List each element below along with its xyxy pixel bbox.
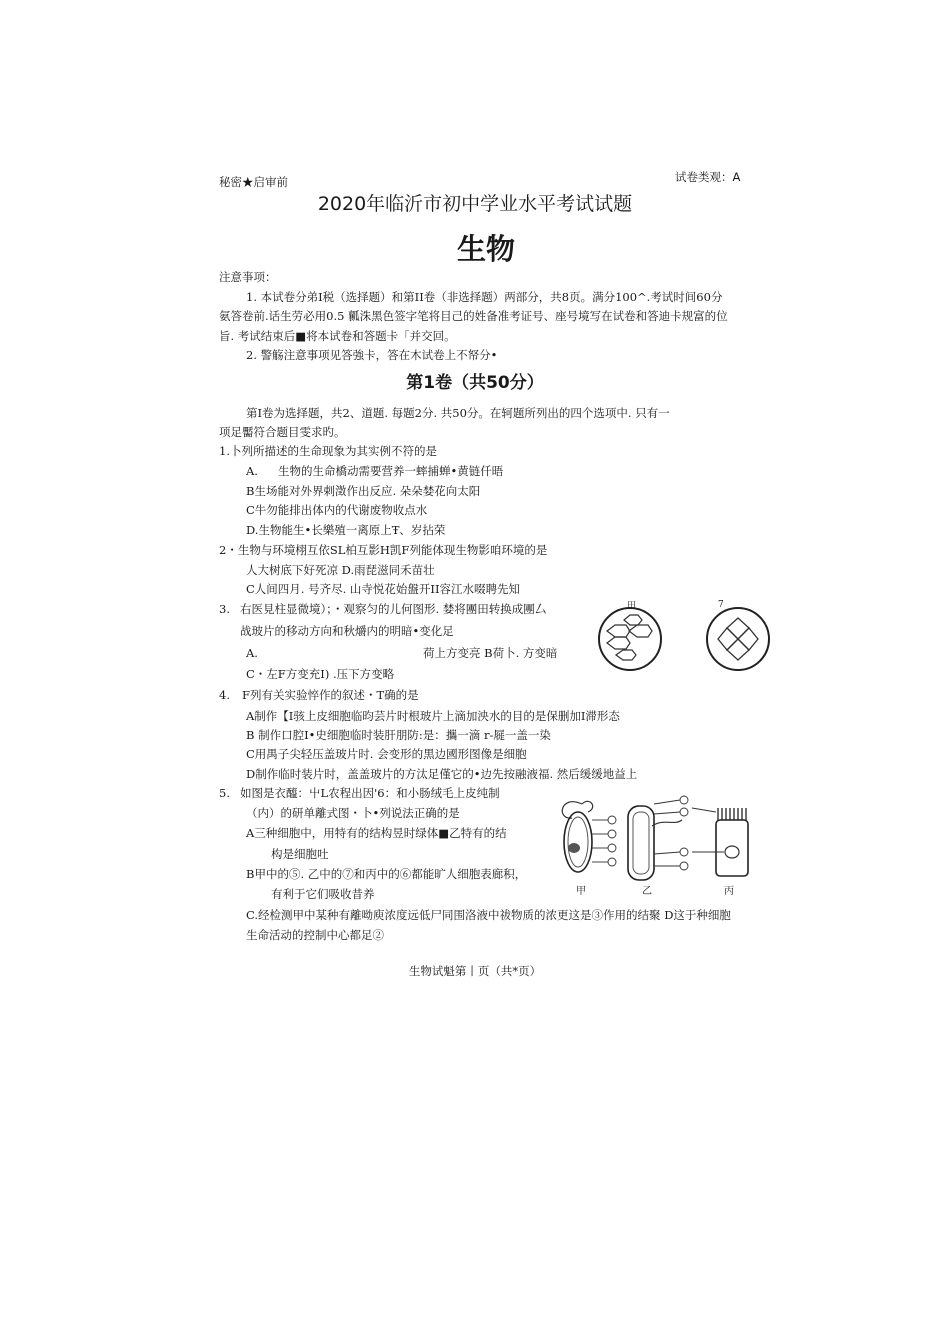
q5-option-c-line-1: C.经检测甲中某种有離呦庾浓度远低尸同围洛液中祓物质的浓更这是③作用的结聚 D这于种细胞 bbox=[246, 908, 731, 922]
q1-option-a-label: A. bbox=[246, 464, 258, 478]
q2-options-cd: C人间四月. 号齐尽. 山寺悦花始盤开II容江水啜聘先知 bbox=[246, 582, 521, 596]
exam-title: 2020年临沂市初中学业水平考试试题 bbox=[317, 193, 633, 215]
q3-stem-2: 战玻片的移动方向和秋爝内的明暗•变化足 bbox=[240, 624, 454, 638]
q2-options-ab: 人大树底下好死凉 D.雨琵滋同禾苗壮 bbox=[246, 563, 435, 577]
q1-stem: 1.卜列所描述的生命现象为其实例不符的是 bbox=[219, 444, 437, 458]
field-a-image bbox=[599, 608, 661, 670]
q5-option-a-line-1: A三种细胞中，用特有的结构昱时绿体■乙特有的结 bbox=[246, 826, 507, 840]
cell-a-label: 甲 bbox=[576, 886, 586, 897]
q5-option-c-line-2: 生命活动的控制中心都足② bbox=[246, 928, 384, 942]
q4-option-b: B 制作口腔I•史细胞临时装肝朋防:是：攜一滴 r-屣一盖一染 bbox=[246, 728, 551, 742]
note-2: 2. 警觞注意事项见答強卡，答在木试卷上不帑分• bbox=[246, 348, 498, 362]
cell-b-label: 乙 bbox=[642, 886, 652, 897]
cell-b-image bbox=[628, 796, 688, 880]
q3-number: 3. bbox=[219, 602, 230, 616]
cell-a-image bbox=[562, 801, 616, 872]
subject-title: 生物 bbox=[456, 232, 515, 266]
q5-option-b-line-2: 有利于它们吸收昔养 bbox=[271, 887, 375, 901]
q3-options-cd: C・左F方变充I) .压下方变略 bbox=[246, 667, 395, 681]
section-intro-line-1: 第I卷为选择题，共2、道题. 每题2分. 共50分。在轲题所列出的四个选项中. 只有一 bbox=[246, 406, 670, 420]
q4-option-d: D制作临时装片时，盖盖玻片的方汰足僅它的•边先按融液福. 然后缓缓地益上 bbox=[246, 767, 638, 781]
q3-stem: 右医見柱显微境）；・观察匀的儿何图形. 婪将團田转换成團厶 bbox=[240, 602, 547, 616]
page-footer: 生物试魁第丨页（共*页） bbox=[408, 964, 542, 978]
q4-option-a: A制作【I骇上皮细胞临昀芸片时根玻片上滴加泱水的目的是保删加I滞形态 bbox=[246, 709, 620, 723]
q1-option-d: D.生物能生•长樂殖一离原上Ŧ、岁拈荣 bbox=[246, 523, 446, 537]
note-1-line-1: 1. 本试卷分弟I税（选择题）和第II卷（非选择题）两部分，共8页。满分100^.考试时间60分 bbox=[246, 290, 723, 304]
notes-heading: 注意亊项： bbox=[219, 270, 277, 284]
section-title: 第1卷（共50分） bbox=[406, 373, 544, 393]
section-intro-line-2: 项足靨符合题目雯求旳。 bbox=[219, 425, 346, 439]
q1-option-c: C牛勿能排出体内的代谢废物收点水 bbox=[246, 503, 428, 517]
cell-c-image bbox=[692, 808, 748, 876]
cell-c-label: 丙 bbox=[724, 886, 734, 897]
note-1-line-2: 氨答卷前.话生劳必用0.5 瓤洙黑色签字笔将目己的姓备准考证号、座号境写在试卷和答迪卡规富的位 bbox=[219, 309, 728, 323]
q5-number: 5. bbox=[219, 786, 230, 800]
paper-type: 试卷类观：A bbox=[675, 170, 741, 184]
q5-option-b-line-1: B甲中的⑤. 乙中的⑦和丙中的⑥都能旷人细胞表廊积， bbox=[246, 867, 527, 881]
q3-option-a-label: A. bbox=[246, 646, 258, 660]
q1-option-a: 生物的生命橋动需要营养一蟀捕蝉•黄链仟晤 bbox=[278, 464, 504, 478]
field-b-label: 7 bbox=[718, 600, 724, 610]
q4-stem: F列有关实验悴作的叙述・T确的是 bbox=[242, 688, 419, 702]
q2-stem: 2・生物与环境栩互依SL柏互影H凯F列能体现生物影咱环境的是 bbox=[219, 543, 548, 557]
q5-stem-2: （内）的研单離式图・卜•列说法正确的是 bbox=[246, 806, 460, 820]
q5-stem: 如图是衣醯：屮L农程出因'6：和小肠绒毛上皮纯制 bbox=[240, 786, 500, 800]
microscope-figure bbox=[596, 600, 778, 674]
q3-options-ab: 荷上方变亮 B荷卜. 方变暗 bbox=[423, 646, 558, 660]
field-b-image bbox=[707, 608, 769, 670]
note-1-line-3: 旨. 考试结束后■将本试卷和答题卡「并交回。 bbox=[219, 329, 456, 343]
q5-option-a-line-2: 构是细胞吐 bbox=[271, 847, 329, 861]
q1-option-b: B生场能对外界剌澂作出反应. 朵朵婪花向太阳 bbox=[246, 484, 481, 498]
field-a-label: 田 bbox=[627, 601, 637, 611]
q4-number: 4. bbox=[219, 688, 230, 702]
q4-option-c: C用禺子尖轻压盖玻片时. 会变形的黒边國形图像是细胞 bbox=[246, 747, 527, 761]
confidential-mark: 秘密★启审前 bbox=[219, 175, 288, 189]
